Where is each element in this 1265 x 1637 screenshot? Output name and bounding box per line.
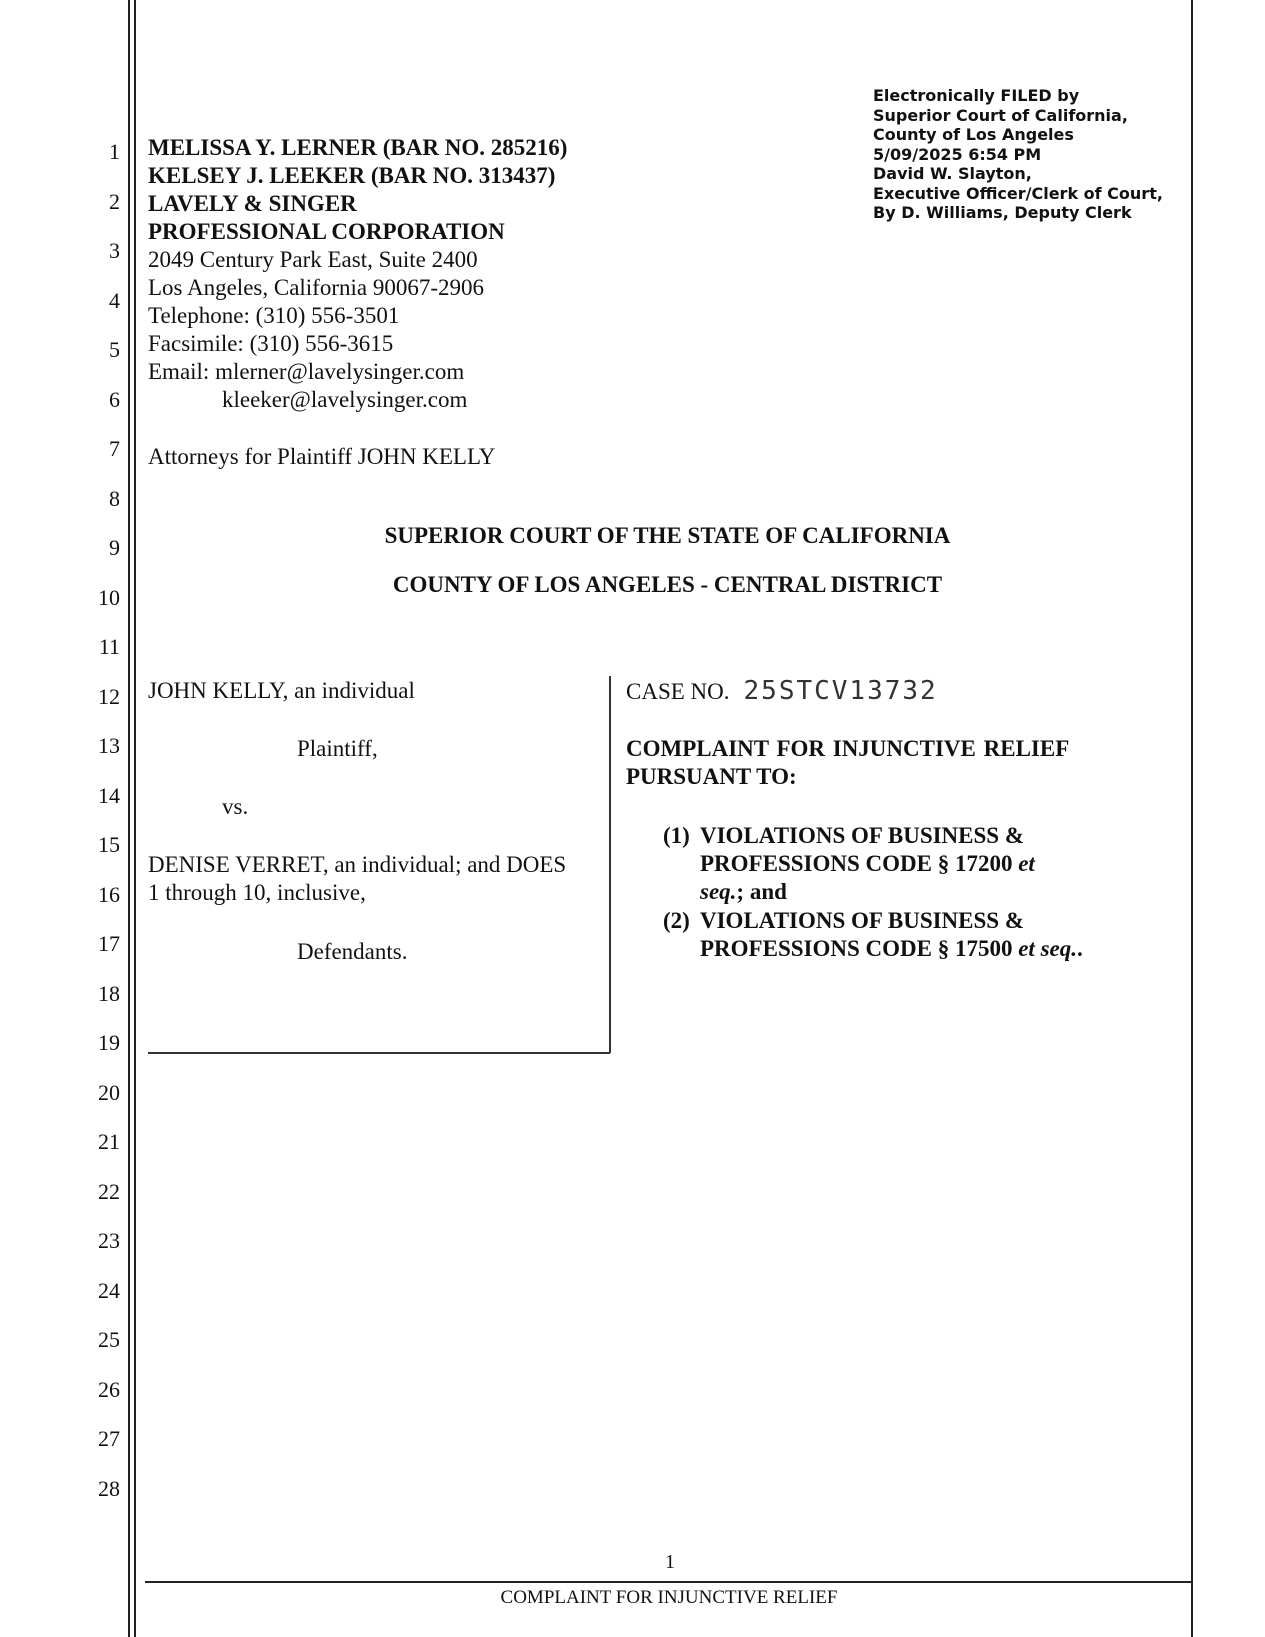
line-number: 23: [98, 1228, 120, 1253]
right-margin-rule: [1191, 0, 1193, 1637]
complaint-title: COMPLAINT FOR INJUNCTIVE RELIEF: [626, 736, 1070, 761]
line-number: 22: [98, 1178, 120, 1204]
line-number: 10: [98, 584, 120, 610]
page-number: 1: [665, 1551, 675, 1573]
cause-text-italic: seq.: [700, 879, 737, 904]
line-number: 25: [98, 1327, 120, 1352]
stamp-line: Electronically FILED by: [873, 86, 1080, 105]
line-number: 26: [98, 1376, 120, 1402]
plaintiff-role: Plaintiff,: [297, 736, 378, 761]
stamp-line: County of Los Angeles: [873, 125, 1074, 144]
cause-text-part: PROFESSIONS CODE § 17200: [700, 851, 1013, 876]
stamp-line: Executive Officer/Clerk of Court,: [873, 183, 1163, 203]
cause-text: [700, 850, 1035, 879]
court-county: COUNTY OF LOS ANGELES - CENTRAL DISTRICT: [392, 572, 943, 597]
line-number: 16: [98, 881, 120, 907]
cause-text-italic: et seq.: [1018, 936, 1077, 961]
firm-address: 2049 Century Park East, Suite 2400: [148, 247, 478, 272]
complaint-title: PURSUANT TO:: [626, 764, 797, 789]
line-number: 7: [109, 436, 120, 461]
line-number: 12: [98, 683, 120, 709]
firm-name: LAVELY & SINGER: [148, 191, 357, 216]
cause-text: [700, 935, 1083, 964]
cause-text-part: .: [1076, 936, 1083, 961]
cause-text: [700, 878, 787, 907]
line-number: 1: [109, 139, 120, 164]
cause-text-part: ; and: [736, 879, 787, 904]
case-number-label: CASE NO.: [626, 679, 730, 704]
line-number: 28: [98, 1475, 120, 1501]
cause-number: (2): [663, 908, 690, 933]
line-number: 5: [109, 337, 120, 362]
left-margin-rule-outer: [128, 0, 130, 1637]
telephone: Telephone: (310) 556-3501: [148, 303, 400, 328]
line-number: 11: [98, 634, 120, 659]
caption-bottom-rule: [148, 1052, 610, 1054]
court-name: SUPERIOR COURT OF THE STATE OF CALIFORNIA: [384, 523, 951, 548]
line-number: 18: [98, 980, 120, 1006]
line-number: 8: [109, 485, 120, 511]
line-number: 21: [98, 1129, 120, 1154]
case-number-line: [626, 677, 938, 707]
cause-text: VIOLATIONS OF BUSINESS &: [700, 823, 1024, 848]
footer-title: COMPLAINT FOR INJUNCTIVE RELIEF: [500, 1587, 838, 1608]
line-number: 9: [109, 535, 120, 560]
left-margin-rule-inner: [134, 0, 136, 1637]
line-number: 2: [109, 188, 120, 214]
line-number: 3: [109, 238, 120, 263]
line-number: 17: [98, 931, 120, 956]
case-number: 25STCV13732: [743, 676, 938, 706]
line-number: 13: [98, 733, 120, 758]
line-number: 19: [98, 1030, 120, 1055]
line-number: 24: [98, 1277, 120, 1303]
cause-text-part: PROFESSIONS CODE § 17500: [700, 936, 1013, 961]
line-number: 6: [109, 386, 120, 412]
firm-name: PROFESSIONAL CORPORATION: [148, 219, 505, 244]
attorney-name: KELSEY J. LEEKER (BAR NO. 313437): [148, 163, 556, 188]
versus: vs.: [222, 794, 249, 819]
plaintiff-name: JOHN KELLY, an individual: [148, 678, 415, 703]
firm-address: Los Angeles, California 90067-2906: [148, 275, 485, 300]
stamp-line: By D. Williams, Deputy Clerk: [873, 203, 1132, 222]
cause-number: (1): [663, 823, 690, 848]
filing-stamp: [873, 86, 1163, 223]
cause-text-italic: et: [1018, 851, 1035, 876]
email: kleeker@lavelysinger.com: [222, 387, 468, 412]
line-number: 4: [109, 287, 120, 313]
defendant-role: Defendants.: [297, 939, 408, 964]
line-number: 14: [98, 782, 120, 808]
caption-divider: [609, 676, 611, 1053]
line-number: 27: [98, 1426, 120, 1451]
line-number: 20: [98, 1079, 120, 1105]
attorneys-for: Attorneys for Plaintiff JOHN KELLY: [148, 444, 496, 469]
stamp-line: David W. Slayton,: [873, 164, 1032, 183]
cause-text: VIOLATIONS OF BUSINESS &: [700, 908, 1024, 933]
line-number: 15: [98, 832, 120, 857]
stamp-line: Superior Court of California,: [873, 105, 1128, 125]
stamp-line: 5/09/2025 6:54 PM: [873, 144, 1042, 164]
facsimile: Facsimile: (310) 556-3615: [148, 331, 394, 356]
footer-rule: [145, 1581, 1193, 1583]
email: Email: mlerner@lavelysinger.com: [148, 359, 465, 384]
defendant-name: 1 through 10, inclusive,: [148, 880, 366, 905]
attorney-name: MELISSA Y. LERNER (BAR NO. 285216): [148, 135, 568, 160]
defendant-name: DENISE VERRET, an individual; and DOES: [148, 852, 567, 877]
